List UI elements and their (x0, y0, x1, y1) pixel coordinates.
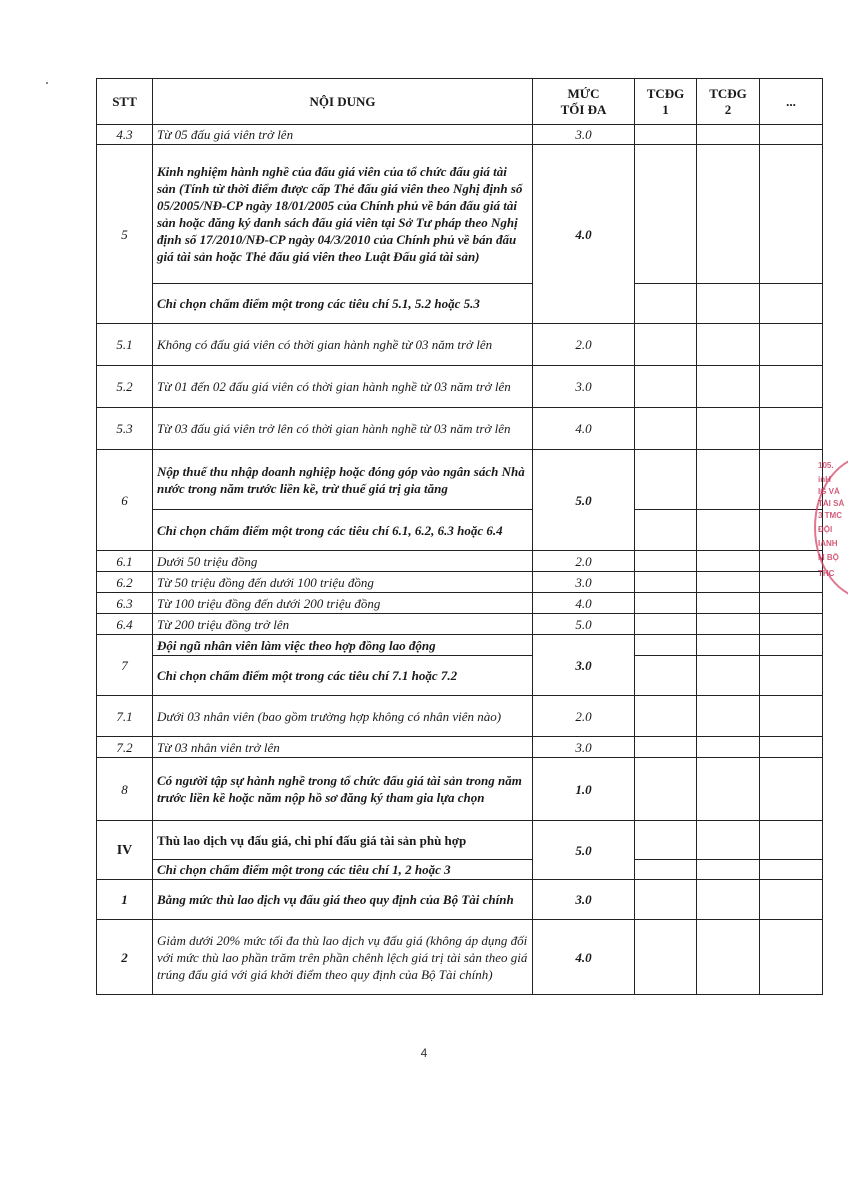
row-content: Bằng mức thù lao dịch vụ đấu giá theo quy định của Bộ Tài chính (153, 880, 533, 920)
seal-text: M BỘ (818, 553, 839, 562)
row-stt: 5.1 (97, 324, 153, 366)
row-tcdg-1 (635, 737, 697, 758)
row-more (760, 696, 823, 737)
row-tcdg-2 (697, 593, 760, 614)
table-row (97, 635, 823, 656)
row-note: Chỉ chọn chấm điểm một trong các tiêu chí 6.1, 6.2, 6.3 hoặc 6.4 (153, 510, 533, 551)
row-stt: 5.2 (97, 366, 153, 408)
table-row (97, 737, 823, 758)
row-tcdg-1 (635, 635, 697, 656)
row-content: Nộp thuế thu nhập doanh nghiệp hoặc đóng góp vào ngân sách Nhà nước trong năm trước liền kề, trừ thuế giá trị gia tăng (153, 450, 533, 510)
row-max: 3.0 (533, 880, 635, 920)
seal-text: TÀI SẢ (818, 499, 845, 508)
row-more (760, 324, 823, 366)
row-note: Chỉ chọn chấm điểm một trong các tiêu chí 5.1, 5.2 hoặc 5.3 (153, 284, 533, 324)
row-max: 5.0 (533, 614, 635, 635)
seal-text: ĐỘI (818, 525, 833, 534)
row-more (760, 125, 823, 145)
table-row-section (97, 821, 823, 860)
seal-text: 105. (818, 461, 834, 470)
row-tcdg-1 (635, 860, 697, 880)
row-tcdg-2 (697, 284, 760, 324)
row-tcdg-2 (697, 696, 760, 737)
row-tcdg-2 (697, 920, 760, 995)
row-tcdg-1 (635, 366, 697, 408)
row-content: Từ 05 đấu giá viên trở lên (153, 125, 533, 145)
page-number: 4 (420, 1046, 428, 1060)
table-row (97, 920, 823, 995)
table-row (97, 880, 823, 920)
row-stt: 4.3 (97, 125, 153, 145)
row-tcdg-1 (635, 125, 697, 145)
row-more (760, 821, 823, 860)
row-more (760, 284, 823, 324)
row-max: 3.0 (533, 572, 635, 593)
row-stt: 2 (97, 920, 153, 995)
row-tcdg-2 (697, 737, 760, 758)
row-max: 2.0 (533, 551, 635, 572)
row-more (760, 366, 823, 408)
row-max: 4.0 (533, 408, 635, 450)
section-stt: IV (97, 821, 153, 880)
header-max: MỨC TỐI ĐA (533, 79, 635, 125)
row-tcdg-2 (697, 614, 760, 635)
seal-text: 3 TMC (818, 511, 842, 520)
table-row (97, 551, 823, 572)
table-row (97, 696, 823, 737)
row-tcdg-2 (697, 551, 760, 572)
row-stt: 6.4 (97, 614, 153, 635)
table-row (97, 408, 823, 450)
seal-text: inH (818, 475, 831, 484)
table-row (97, 324, 823, 366)
row-tcdg-1 (635, 920, 697, 995)
table-row (97, 145, 823, 284)
row-stt: 6 (97, 450, 153, 551)
row-tcdg-1 (635, 408, 697, 450)
row-tcdg-1 (635, 593, 697, 614)
seal-text: IANH (818, 539, 838, 548)
row-tcdg-1 (635, 145, 697, 284)
row-tcdg-2 (697, 324, 760, 366)
section-content: Thù lao dịch vụ đấu giá, chi phí đấu giá tài sản phù hợp (153, 821, 533, 860)
row-tcdg-2 (697, 860, 760, 880)
row-tcdg-1 (635, 284, 697, 324)
row-tcdg-2 (697, 125, 760, 145)
row-more (760, 920, 823, 995)
row-content: Kinh nghiệm hành nghề của đấu giá viên của tổ chức đấu giá tài sản (Tính từ thời điểm được cấp Thẻ đấu giá viên theo Nghị định số 05/2005/NĐ-CP ngày 18/01/2005 của Chính phủ về bán đấu giá tài sản hoặc đăng ký danh sách đấu giá viên tại Sở Tư pháp theo Nghị định số 17/2010/NĐ-CP ngày 04/3/2010 của Chính phủ về bán đấu giá tài sản hoặc Thẻ đấu giá viên theo Luật Đấu giá tài sản) (153, 145, 533, 284)
row-tcdg-1 (635, 821, 697, 860)
row-tcdg-2 (697, 880, 760, 920)
row-tcdg-1 (635, 696, 697, 737)
row-more (760, 880, 823, 920)
header-content: NỘI DUNG (153, 79, 533, 125)
row-content: Giảm dưới 20% mức tối đa thù lao dịch vụ đấu giá (không áp dụng đối với mức thù lao phần trăm trên phần chênh lệch giá trị tài sản theo giá trúng đấu giá với giá khởi điểm theo quy định của Bộ Tài chính) (153, 920, 533, 995)
row-tcdg-2 (697, 408, 760, 450)
row-tcdg-2 (697, 821, 760, 860)
header-more: ... (760, 79, 823, 125)
row-more (760, 145, 823, 284)
row-stt: 7.2 (97, 737, 153, 758)
table-row (97, 450, 823, 510)
row-tcdg-2 (697, 758, 760, 821)
row-note: Chỉ chọn chấm điểm một trong các tiêu chí 7.1 hoặc 7.2 (153, 656, 533, 696)
row-stt: 1 (97, 880, 153, 920)
row-tcdg-1 (635, 880, 697, 920)
row-content: Có người tập sự hành nghề trong tổ chức đấu giá tài sản trong năm trước liền kề hoặc năm nộp hồ sơ đăng ký tham gia lựa chọn (153, 758, 533, 821)
table-row (97, 614, 823, 635)
row-max: 5.0 (533, 450, 635, 551)
row-tcdg-2 (697, 145, 760, 284)
row-max: 3.0 (533, 125, 635, 145)
row-tcdg-2 (697, 450, 760, 510)
row-tcdg-2 (697, 635, 760, 656)
row-note: Chỉ chọn chấm điểm một trong các tiêu chí 1, 2 hoặc 3 (153, 860, 533, 880)
row-max: 4.0 (533, 593, 635, 614)
section-max: 5.0 (533, 821, 635, 880)
row-more (760, 737, 823, 758)
row-stt: 6.1 (97, 551, 153, 572)
row-stt: 8 (97, 758, 153, 821)
table-row-note (97, 510, 823, 551)
row-content: Từ 03 đấu giá viên trở lên có thời gian hành nghề từ 03 năm trở lên (153, 408, 533, 450)
row-max: 3.0 (533, 366, 635, 408)
table-row (97, 758, 823, 821)
row-max: 2.0 (533, 324, 635, 366)
row-max: 2.0 (533, 696, 635, 737)
scoring-table (96, 78, 823, 995)
seal-text: THC (818, 569, 835, 578)
row-max: 4.0 (533, 920, 635, 995)
row-tcdg-1 (635, 614, 697, 635)
row-tcdg-1 (635, 758, 697, 821)
row-max: 3.0 (533, 737, 635, 758)
table-row (97, 125, 823, 145)
row-tcdg-1 (635, 551, 697, 572)
row-tcdg-2 (697, 510, 760, 551)
header-stt: STT (97, 79, 153, 125)
table-row (97, 572, 823, 593)
row-more (760, 635, 823, 656)
table-row (97, 593, 823, 614)
row-stt: 7 (97, 635, 153, 696)
row-more (760, 656, 823, 696)
row-content: Dưới 50 triệu đồng (153, 551, 533, 572)
row-content: Dưới 03 nhân viên (bao gồm trường hợp không có nhân viên nào) (153, 696, 533, 737)
row-content: Đội ngũ nhân viên làm việc theo hợp đồng lao động (153, 635, 533, 656)
table-row-note (97, 656, 823, 696)
row-content: Từ 200 triệu đồng trở lên (153, 614, 533, 635)
red-seal-stamp (814, 455, 848, 600)
row-tcdg-2 (697, 656, 760, 696)
row-content: Từ 50 triệu đồng đến dưới 100 triệu đồng (153, 572, 533, 593)
row-content: Không có đấu giá viên có thời gian hành nghề từ 03 năm trở lên (153, 324, 533, 366)
row-tcdg-1 (635, 450, 697, 510)
row-content: Từ 01 đến 02 đấu giá viên có thời gian hành nghề từ 03 năm trở lên (153, 366, 533, 408)
row-tcdg-1 (635, 572, 697, 593)
header-tcdg-2: TCĐG 2 (697, 79, 760, 125)
row-max: 1.0 (533, 758, 635, 821)
row-more (760, 408, 823, 450)
row-stt: 7.1 (97, 696, 153, 737)
table-row-note (97, 284, 823, 324)
table-row-note (97, 860, 823, 880)
row-content: Từ 100 triệu đồng đến dưới 200 triệu đồng (153, 593, 533, 614)
seal-text: IG VÀ (818, 487, 840, 496)
row-stt: 5.3 (97, 408, 153, 450)
row-max: 3.0 (533, 635, 635, 696)
row-stt: 6.2 (97, 572, 153, 593)
row-tcdg-1 (635, 324, 697, 366)
row-more (760, 758, 823, 821)
row-more (760, 860, 823, 880)
row-tcdg-1 (635, 510, 697, 551)
row-max: 4.0 (533, 145, 635, 324)
row-tcdg-2 (697, 572, 760, 593)
header-row (97, 79, 823, 125)
row-stt: 6.3 (97, 593, 153, 614)
table-row (97, 366, 823, 408)
row-more (760, 614, 823, 635)
header-tcdg-1: TCĐG 1 (635, 79, 697, 125)
row-content: Từ 03 nhân viên trở lên (153, 737, 533, 758)
row-tcdg-2 (697, 366, 760, 408)
row-tcdg-1 (635, 656, 697, 696)
scan-dot (46, 82, 48, 84)
row-stt: 5 (97, 145, 153, 324)
